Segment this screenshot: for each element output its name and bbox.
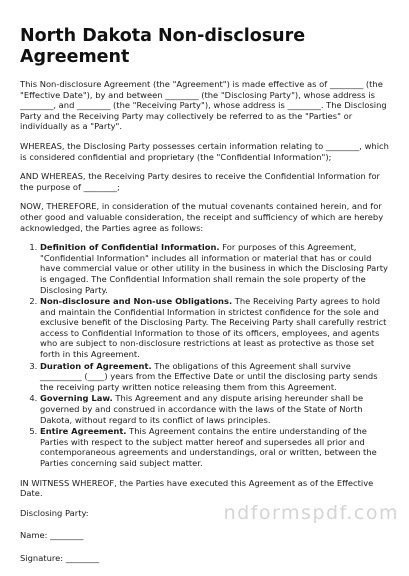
watermark: ndformspdf.com: [223, 502, 399, 524]
clause-item: [40, 242, 392, 295]
clause-text: This Agreement and any dispute arising hereunder shall be governed by and construed in accordance with the laws of the State of North Dakota, without regard to its conflict of laws principles.: [40, 393, 364, 425]
clause-heading: Non-disclosure and Non-use Obligations.: [40, 296, 233, 307]
document-page: [20, 26, 392, 576]
clause-list: [20, 242, 392, 468]
name-field: Name: ________: [20, 530, 84, 541]
now-therefore-paragraph: NOW, THEREFORE, in consideration of the mutual covenants contained herein, and for other good and valuable consideration, the receipt and sufficiency of which are hereby acknowledged, the Parties agree as follows:: [20, 201, 384, 233]
clause-item: [40, 426, 392, 468]
signature-field: Signature: ________: [20, 552, 100, 563]
clause-heading: Definition of Confidential Information.: [40, 242, 220, 253]
clause-heading: Duration of Agreement.: [40, 360, 152, 371]
document-title: North Dakota Non-disclosure Agreement: [20, 26, 306, 67]
clause-text: The Receiving Party agrees to hold and maintain the Confidential Information in strictest confidence for the sole and exclusive benefit of the Disclosing Party. The Receiving Party shall carefully restrict access to Confidential Information to those of its officers, employees, and agents who are subject to non-disclosure restrictions at least as protective as those set forth in this Agreement.: [40, 296, 387, 360]
clause-text: The obligations of this Agreement shall survive __________ (____) years from the Effective Date or until the disclosing party sends the receiving party written notice releasing them from this Agreement.: [40, 360, 378, 392]
clause-text: For purposes of this Agreement, "Confidential Information" includes all information or material that has or could have commercial value or other utility in the business in which the Disclosing Party is engaged. The Confidential Information shall remain the sole property of the Disclosing Party.: [40, 242, 388, 295]
clause-heading: Governing Law.: [40, 393, 113, 404]
clause-item: [40, 296, 392, 360]
whereas-paragraph-1: WHEREAS, the Disclosing Party possesses certain information relating to ________, which is considered confidential and proprietary (the "Confidential Information");: [20, 140, 389, 162]
disclosing-party-label: Disclosing Party:: [20, 507, 89, 518]
clause-heading: Entire Agreement.: [40, 426, 127, 437]
clause-item: [40, 361, 392, 393]
clause-text: This Agreement contains the entire understanding of the Parties with respect to the subject matter hereof and supersedes all prior and contemporaneous agreements and understandings, oral or written, between the Parties concerning said subject matter.: [40, 426, 377, 468]
clause-item: [40, 393, 392, 425]
whereas-paragraph-2: AND WHEREAS, the Receiving Party desires to receive the Confidential Information for the purpose of ________;: [20, 171, 380, 192]
intro-paragraph: This Non-disclosure Agreement (the "Agreement") is made effective as of ________ (the "Effective Date"), by and between ________ (the "Disclosing Party"), whose address is ________, and ________ (the "Receiving Party"), whose address is ________. The Disclosing Party and the Receiving Party may collectively be referred to as the "Parties" or individually as a "Party".: [20, 79, 387, 132]
witness-paragraph: IN WITNESS WHEREOF, the Parties have executed this Agreement as of the Effective Date.: [20, 477, 374, 499]
